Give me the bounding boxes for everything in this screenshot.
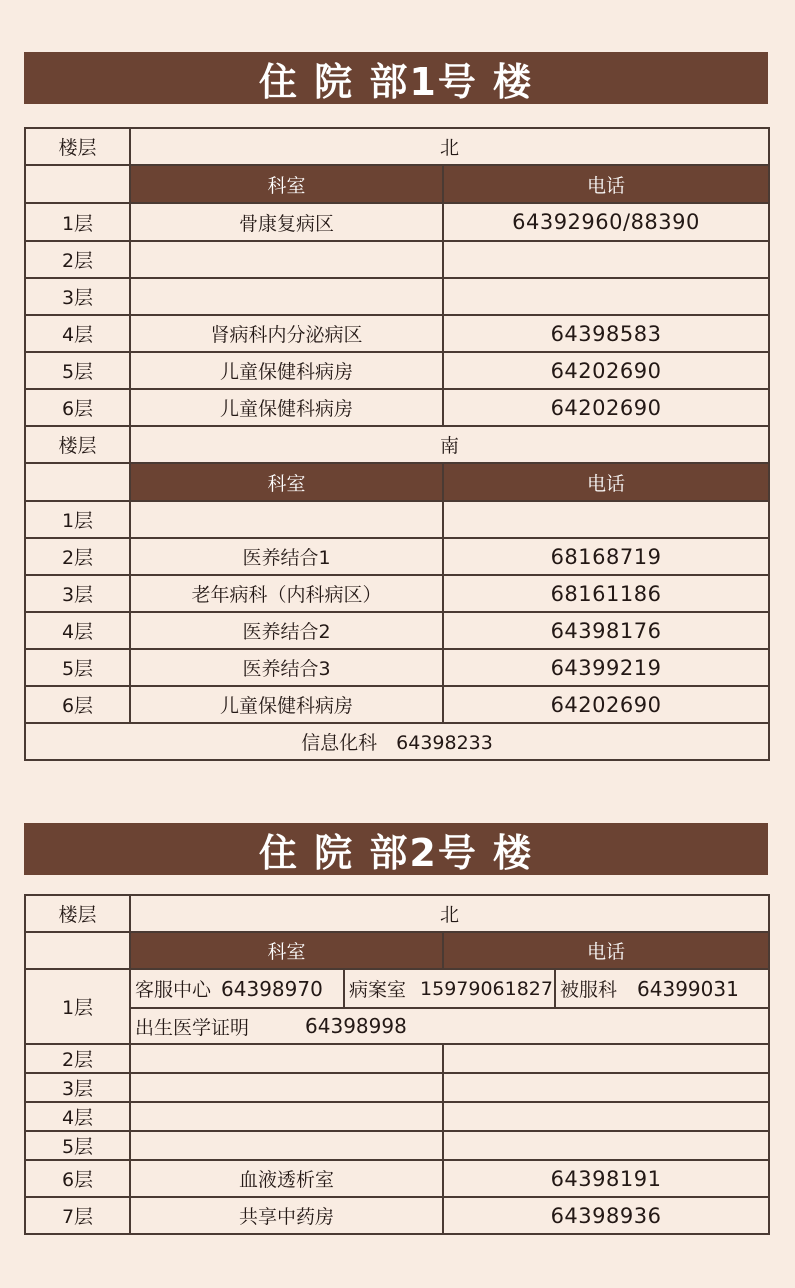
building2-table xyxy=(24,894,770,1235)
empty-cell xyxy=(25,165,130,203)
floor-cell: 1层 xyxy=(25,969,130,1044)
dept-cell: 骨康复病区 xyxy=(130,203,443,241)
footer-contact: 信息化科 64398233 xyxy=(25,723,769,760)
floor-label: 楼层 xyxy=(25,895,130,932)
dept-cell: 血液透析室 xyxy=(130,1160,443,1197)
dept-cell xyxy=(130,501,443,538)
floor-cell: 4层 xyxy=(25,612,130,649)
phone-cell: 64398176 xyxy=(443,612,769,649)
floor-cell: 1层 xyxy=(25,501,130,538)
dept-name: 病案室 xyxy=(349,979,407,1001)
table-row xyxy=(25,649,769,686)
phone-cell: 64399219 xyxy=(443,649,769,686)
phone-cell xyxy=(443,1044,769,1073)
building1-table xyxy=(24,127,770,761)
table-row xyxy=(25,1102,769,1131)
dept-name: 被服科 xyxy=(560,979,618,1001)
dept-cell: 医养结合2 xyxy=(130,612,443,649)
phone-cell: 64202690 xyxy=(443,352,769,389)
phone-cell: 64398191 xyxy=(443,1160,769,1197)
floor-cell: 3层 xyxy=(25,1073,130,1102)
table-row xyxy=(25,1073,769,1102)
dept-cell: 老年病科（内科病区） xyxy=(130,575,443,612)
phone-cell: 64398936 xyxy=(443,1197,769,1234)
table-row xyxy=(25,278,769,315)
table-row xyxy=(25,501,769,538)
table-row xyxy=(25,575,769,612)
phone-cell: 68161186 xyxy=(443,575,769,612)
dept-header: 科室 xyxy=(130,165,443,203)
dept-cell: 儿童保健科病房 xyxy=(130,352,443,389)
list-item xyxy=(131,1007,768,1043)
building1-title: 住 院 部1号 楼 xyxy=(24,52,768,104)
dept-cell: 肾病科内分泌病区 xyxy=(130,315,443,352)
phone-cell: 64202690 xyxy=(443,686,769,723)
floor-cell: 5层 xyxy=(25,649,130,686)
side-north: 北 xyxy=(130,895,769,932)
table-row xyxy=(25,612,769,649)
table-row xyxy=(25,241,769,278)
floor-cell: 4层 xyxy=(25,315,130,352)
table-row xyxy=(25,538,769,575)
table-row xyxy=(25,1044,769,1073)
dept-cell xyxy=(130,1102,443,1131)
table-row xyxy=(25,686,769,723)
phone-cell xyxy=(443,1131,769,1160)
side-north: 北 xyxy=(130,128,769,165)
dept-cell xyxy=(130,278,443,315)
floor-cell: 6层 xyxy=(25,389,130,426)
dept-cell: 儿童保健科病房 xyxy=(130,389,443,426)
building2-title: 住 院 部2号 楼 xyxy=(24,823,768,875)
first-floor-items xyxy=(131,970,768,1007)
phone-cell: 64202690 xyxy=(443,389,769,426)
phone-number: 64398970 xyxy=(221,976,323,1001)
floor-cell: 2层 xyxy=(25,241,130,278)
dept-cell xyxy=(130,1073,443,1102)
floor-cell: 6层 xyxy=(25,686,130,723)
floor-label: 楼层 xyxy=(25,426,130,463)
floor-cell: 4层 xyxy=(25,1102,130,1131)
dept-cell xyxy=(130,241,443,278)
empty-cell xyxy=(25,932,130,969)
dept-name: 客服中心 xyxy=(135,979,212,1001)
table-row xyxy=(25,969,769,1044)
phone-header: 电话 xyxy=(443,463,769,501)
phone-cell xyxy=(443,241,769,278)
phone-cell: 64398583 xyxy=(443,315,769,352)
table-row xyxy=(25,1197,769,1234)
phone-number: 64398998 xyxy=(305,1014,407,1038)
floor-cell: 6层 xyxy=(25,1160,130,1197)
floor-cell: 5层 xyxy=(25,352,130,389)
dept-cell: 医养结合3 xyxy=(130,649,443,686)
dept-cell: 共享中药房 xyxy=(130,1197,443,1234)
table-row xyxy=(25,389,769,426)
floor-cell: 1层 xyxy=(25,203,130,241)
phone-cell: 68168719 xyxy=(443,538,769,575)
floor-cell: 7层 xyxy=(25,1197,130,1234)
floor-cell: 3层 xyxy=(25,278,130,315)
dept-name: 出生医学证明 xyxy=(135,1016,250,1039)
dept-header: 科室 xyxy=(130,463,443,501)
list-item xyxy=(343,970,554,1007)
phone-header: 电话 xyxy=(443,932,769,969)
table-row xyxy=(25,1131,769,1160)
list-item xyxy=(131,970,343,1007)
dept-header: 科室 xyxy=(130,932,443,969)
side-south: 南 xyxy=(130,426,769,463)
dept-cell xyxy=(130,1131,443,1160)
empty-cell xyxy=(25,463,130,501)
phone-cell: 64392960/88390 xyxy=(443,203,769,241)
table-row xyxy=(25,203,769,241)
floor-cell: 3层 xyxy=(25,575,130,612)
table-row xyxy=(25,352,769,389)
phone-cell xyxy=(443,1073,769,1102)
floor-label: 楼层 xyxy=(25,128,130,165)
floor-cell: 5层 xyxy=(25,1131,130,1160)
dept-cell: 医养结合1 xyxy=(130,538,443,575)
table-row xyxy=(25,315,769,352)
list-item xyxy=(554,970,768,1007)
phone-number: 64399031 xyxy=(637,976,739,1001)
table-row xyxy=(25,1160,769,1197)
floor-cell: 2层 xyxy=(25,538,130,575)
dept-cell xyxy=(130,1044,443,1073)
phone-cell xyxy=(443,1102,769,1131)
dept-cell: 儿童保健科病房 xyxy=(130,686,443,723)
floor-cell: 2层 xyxy=(25,1044,130,1073)
first-floor-cell xyxy=(130,969,769,1044)
phone-number: 15979061827 xyxy=(420,977,553,1000)
phone-cell xyxy=(443,278,769,315)
phone-cell xyxy=(443,501,769,538)
phone-header: 电话 xyxy=(443,165,769,203)
